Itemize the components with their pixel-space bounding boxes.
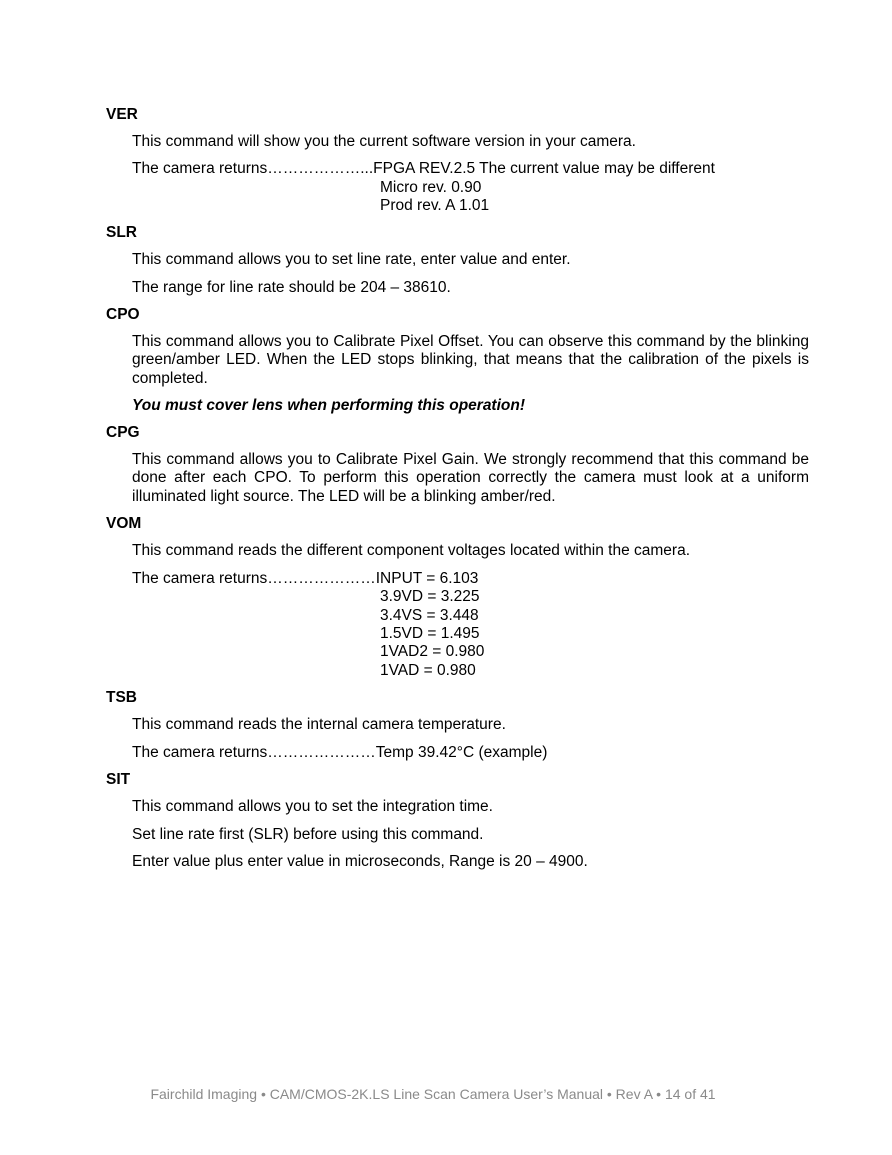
vom-return-line: 3.4VS = 3.448 [380,607,479,624]
cpo-warning: You must cover lens when performing this operation! [132,397,526,414]
tsb-description: This command reads the internal camera temperature. [132,716,506,733]
vom-return-line: 1.5VD = 1.495 [380,625,480,642]
sit-note: Set line rate first (SLR) before using this command. [132,826,484,843]
section-heading-sit: SIT [106,771,131,788]
page-footer: Fairchild Imaging • CAM/CMOS-2K.LS Line Scan Camera User’s Manual • Rev A • 14 of 41 [150,1086,716,1102]
section-heading-ver: VER [106,106,138,123]
section-heading-tsb: TSB [106,689,137,706]
section-heading-cpo: CPO [106,306,140,323]
ver-description: This command will show you the current software version in your camera. [132,133,636,150]
ver-return-line: Micro rev. 0.90 [380,179,482,196]
cpo-description: This command allows you to Calibrate Pixel Offset. You can observe this command by the blinking green/amber LED. When the LED stops blinking, that means that the calibration of the pixels is completed. [132,333,809,387]
vom-returns: The camera returns…………………INPUT = 6.103 [132,570,479,587]
vom-description: This command reads the different component voltages located within the camera. [132,542,691,559]
ver-return-line: Prod rev. A 1.01 [380,197,490,214]
sit-range: Enter value plus enter value in microseconds, Range is 20 – 4900. [132,853,588,870]
vom-return-line: 3.9VD = 3.225 [380,588,480,605]
cpg-description: This command allows you to Calibrate Pixel Gain. We strongly recommend that this command be done after each CPO. To perform this operation correctly the camera must look at a uniform illuminated light source. The LED will be a blinking amber/red. [132,451,809,505]
ver-returns: The camera returns………………...FPGA REV.2.5 The current value may be different [132,160,715,177]
section-heading-slr: SLR [106,224,137,241]
sit-description: This command allows you to set the integration time. [132,798,493,815]
section-heading-cpg: CPG [106,424,140,441]
tsb-returns: The camera returns…………………Temp 39.42°C (example) [132,744,548,761]
slr-range: The range for line rate should be 204 – 38610. [132,279,451,296]
section-heading-vom: VOM [106,515,142,532]
slr-description: This command allows you to set line rate, enter value and enter. [132,251,571,268]
vom-return-line: 1VAD2 = 0.980 [380,643,485,660]
vom-return-line: 1VAD = 0.980 [380,662,476,679]
